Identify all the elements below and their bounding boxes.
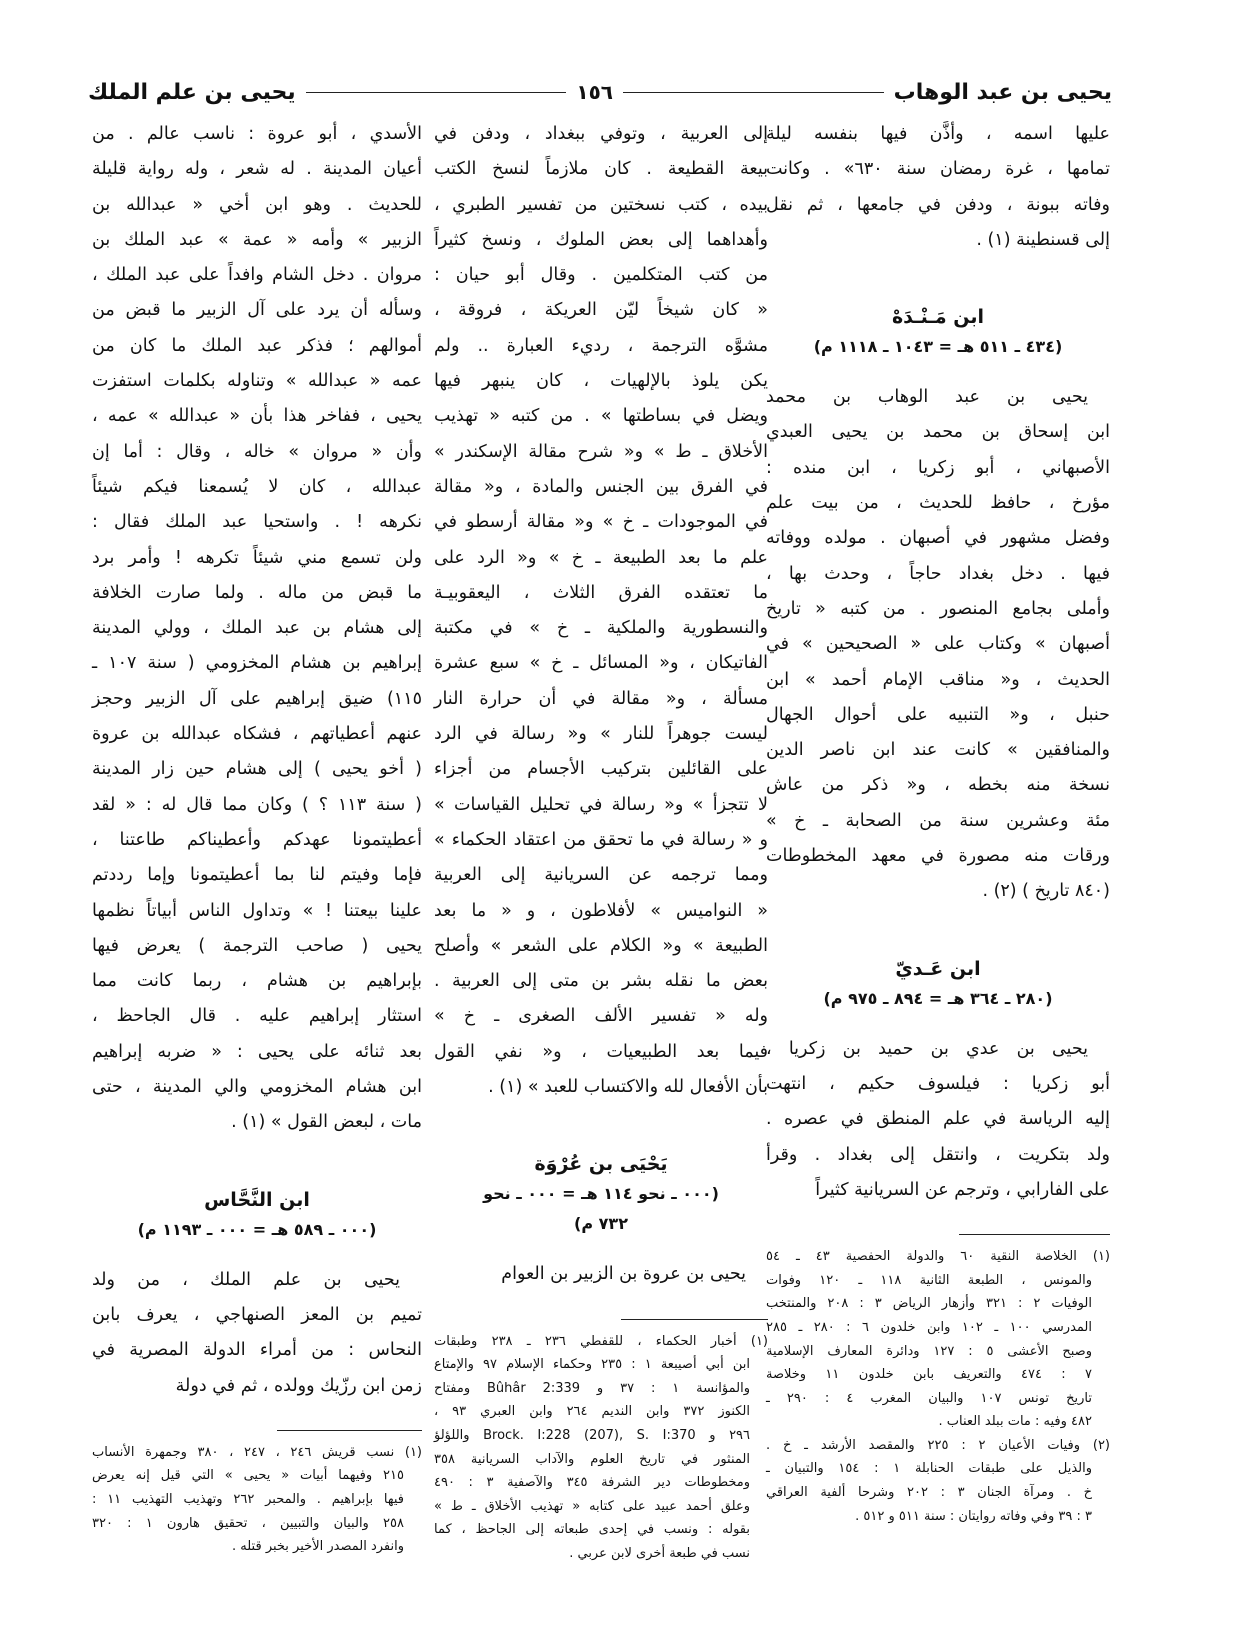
text-line: إبراهيم بن هشام المخزومي ( سنة ١٠٧ ـ [92,653,422,674]
entry-heading: يَحْيَى بن عُرْوَة [534,1153,668,1176]
text-line: مات ، لبعض القول » (١) . [231,1112,422,1133]
text-line: على القائلين بتركيب الأجسام من أجزاء [434,759,768,780]
text-line: مؤرخ ، حافظ للحديث ، من بيت علم [766,493,1110,514]
footnote-separator [277,1430,422,1431]
text-line: يحيى بن علم الملك ، من ولد [92,1269,400,1290]
text-line: وأملى بجامع المنصور . من كتبه « تاريخ [766,598,1110,619]
text-line: ليست جوهراً للنار » و« رسالة في الرد [434,724,768,745]
entry-paragraph [434,117,768,1105]
text-line: الأصبهاني ، أبو زكريا ، ابن منده : [766,457,1110,478]
footnote-line: ٧ : ٤٧٤ والتعريف بابن خلدون ١١ وخلاصة [766,1367,1092,1383]
text-line: ١١٥) ضيق إبراهيم على آل الزبير وحجز [92,688,422,709]
footnote-separator [959,1234,1110,1235]
text-line: بعض ما نقله بشر بن متى إلى العربية . [434,971,768,992]
footnote-line: ٢٥٨ والبيان والتبيين ، تحقيق هارون ١ : ٣٢٠ [92,1515,404,1531]
text-line: بإبراهيم بن هشام ، ربما كانت مما [92,971,422,992]
text-line: ( سنة ١١٣ ؟ ) وكان مما قال له : « لقد [92,794,422,815]
entry-heading: ابن النَّحَّاس [204,1188,310,1211]
footnote-line: (٢) وفيات الأعيان ٢ : ٢٢٥ والمقصد الأرشد ـ خ . [766,1437,1110,1453]
text-line: وأهداهما إلى بعض الملوك ، ونسخ كثيراً [434,229,768,250]
text-line: الحديث ، و« مناقب الإمام أحمد » ابن [766,669,1110,690]
footnote-line: والذيل على طبقات الحنابلة ١ : ١٥٤ والتبيان ـ [766,1461,1092,1477]
text-line: نكرهه ! . واستحيا عبد الملك فقال : [92,512,422,533]
text-line: عمه « عبدالله » وتناوله بكلمات استفزت [92,371,422,392]
text-line: ما تعتقده الفرق الثلاث ، اليعقوبيـة [434,582,768,603]
text-line: إلى هشام بن عبد الملك ، وولي المدينة [92,618,422,639]
text-line: يحيى بن عبد الوهاب بن محمد [766,387,1088,408]
footnote-line: بقوله : ونسب في إحدى طبعاته إلى الجاحظ ، كما [434,1522,750,1538]
text-line: عنهم أعطياتهم ، فشكاه عبدالله بن عروة [92,724,422,745]
text-line: ولد بتكريت ، وانتقل إلى بغداد . وقرأ [766,1144,1110,1165]
header-right-title: يحيى بن عبد الوهاب [893,79,1112,105]
footnote-line: ابن أبي أصيبعة ١ : ٢٣٥ وحكماء الإسلام ٩٧ والإمتاع [434,1357,750,1373]
entry-dates: (٠٠٠ ـ ٥٨٩ هـ = ٠٠٠ ـ ١١٩٣ م) [137,1219,377,1239]
footnote-line: الكنوز ٣٧٢ وابن النديم ٢٦٤ وابن العبري ٩٣ ، [434,1404,751,1420]
text-line: عبدالله ، كان لا يُسمعنا فيكم شيئاً [92,476,422,497]
text-line: وفضل مشهور في أصبهان . مولده ووفاته [766,528,1110,549]
text-line: مشوَّه الترجمة ، رديء العبارة .. ولم [434,335,768,356]
text-line: ابن هشام المخزومي والي المدينة ، حتى [92,1077,422,1098]
text-line: استثار إبراهيم عليه . قال الجاحظ ، [92,1006,422,1027]
header-left-title: يحيى بن علم الملك [88,79,296,105]
text-line: ولن تسمع مني شيئاً تكرهه ! وأمر برد [92,547,422,568]
text-line: الأسدي ، أبو عروة : ناسب عالم . من [92,124,422,144]
entry-dates: (٢٨٠ ـ ٣٦٤ هـ = ٨٩٤ ـ ٩٧٥ م) [823,988,1053,1008]
text-line: إليه الرياسة في علم المنطق في عصره . [766,1109,1110,1130]
footnote-line: وعلق أحمد عبيد على كتابه « تهذيب الأخلاق ـ ط » [434,1498,750,1514]
text-line: الطبيعة » و« الكلام على الشعر » وأصلح [434,935,768,956]
entry-dates: (٤٣٤ ـ ٥١١ هـ = ١٠٤٣ ـ ١١١٨ م) [813,337,1063,357]
text-line: مروان . دخل الشام وافداً على عبد الملك ، [92,265,422,286]
entry-dates: ٧٣٢ م) [574,1214,628,1234]
text-line: في الموجودات ـ خ » و« مقالة أرسطو في [434,512,768,533]
footnote-line: تاريخ تونس ١٠٧ والبيان المغرب ٤ : ٢٩٠ ـ [766,1390,1092,1406]
footnotes [92,1441,422,1559]
text-line: بيعة القطيعة . كان ملازماً لنسخ الكتب [434,159,768,180]
text-line: تمامها ، غرة رمضان سنة ٦٣٠» . وكانت [766,159,1110,180]
text-line: ورقات منه مصورة في معهد المخطوطات [766,846,1110,867]
text-line: إلى قسنطينة (١) . [976,229,1110,250]
text-line: وسأله أن يرد على آل الزبير ما قبض من [92,300,422,321]
text-line: يحيى ، ففاخر هذا بأن « عبدالله » عمه ، [92,406,422,427]
column-right [766,117,1110,1528]
footnote-line: والمؤانسة ١ : ٣٧ و Bûhâr 2:339 ومفتاح [434,1380,750,1396]
entry-paragraph [92,1263,422,1404]
text-line: مسألة ، و« مقالة في أن حرارة النار [434,688,768,709]
text-line: وفاته ببونة ، ودفن في جامعها ، ثم نقل [766,194,1110,215]
text-line: يحيى بن عدي بن حميد بن زكريا ، [766,1038,1088,1059]
header-rule [623,92,884,93]
text-line: للحديث . وهو ابن أخي « عبدالله بن [92,194,422,215]
footnote-line: (١) الخلاصة النقية ٦٠ والدولة الحفصية ٤٣ ـ ٥٤ [766,1249,1110,1265]
footnote-line: ٤٨٢ وفيه : مات ببلد العناب . [938,1414,1092,1430]
text-line: والنسطورية والملكية ـ خ » في مكتبة [434,618,768,639]
text-line: علم ما بعد الطبيعة ـ خ » و« الرد على [434,547,768,568]
column-middle [434,117,768,1566]
footnote-line: نسب في طبعة أخرى لابن عربي . [569,1545,750,1561]
footnote-line: المنثور في تاريخ العلوم والآداب السريانية ٣٥٨ [434,1451,750,1467]
entry-paragraph [766,117,1110,258]
text-line: ومما ترجمه عن السريانية إلى العربية [434,865,768,886]
text-line: أصبهان » وكتاب على « الصحيحين » في [766,634,1110,655]
entry-paragraph [766,1032,1110,1208]
text-line: أعطيتمونا عهدكم وأعطيناكم طاعتنا ، [92,829,422,850]
text-line: وأن « مروان » خاله ، وقال : أما إن [92,441,422,462]
text-line: و « رسالة في ما تحقق من اعتقاد الحكماء » [434,829,768,850]
footnote-line: (١) نسب قريش ٢٤٦ ، ٢٤٧ ، ٣٨٠ وجمهرة الأنساب [92,1444,422,1460]
text-line: أبو زكريا : فيلسوف حكيم ، انتهت [766,1073,1110,1094]
footnote-line: ٢١٥ وفيهما أبيات « يحيى » التي قيل إنه يعرض [92,1468,404,1484]
text-line: نسخة منه بخطه ، و« ذكر من عاش [766,775,1110,796]
text-line: « كان شيخاً ليّن العريكة ، فروقة ، [434,300,768,321]
entry-paragraph [766,380,1110,909]
footnote-line: ومخطوطات دير الشرفة ٣٤٥ والآصفية ٣ : ٤٩٠ [434,1475,750,1491]
text-line: أعيان المدينة . له شعر ، وله رواية قليلة [92,159,422,180]
footnote-line: (١) أخبار الحكماء ، للقفطي ٢٣٦ ـ ٢٣٨ وطبقات [434,1333,768,1349]
text-line: تميم بن المعز الصنهاجي ، يعرف بابن [92,1304,422,1325]
text-line: بعد ثنائه على يحيى : « ضربه إبراهيم [92,1041,422,1062]
footnote-line: ٣ : ٣٩ وفي وفاته روايتان : سنة ٥١١ و ٥١٢ . [855,1508,1092,1524]
text-line: ما قبض من ماله . ولما صارت الخلافة [92,582,422,603]
column-left [92,117,422,1559]
entry-heading: ابن عَـديّ [895,957,981,980]
text-line: النحاس : من أمراء الدولة المصرية في [92,1340,422,1361]
text-line: على الفارابي ، وترجم عن السريانية كثيراً [815,1179,1110,1200]
entry-dates: (٠٠٠ ـ نحو ١١٤ هـ = ٠٠٠ ـ نحو [483,1184,719,1204]
text-line: ابن إسحاق بن محمد بن يحيى العبدي [766,422,1110,443]
footnote-line: وانفرد المصدر الأخير بخبر قتله . [232,1539,404,1555]
entry-paragraph [92,117,422,1141]
footnote-line: فيها بإبراهيم . والمحبر ٢٦٢ وتهذيب التهذيب ١١ : [92,1491,405,1507]
text-line: عليها اسمه ، وأذَّن فيها بنفسه ليلة [766,124,1110,144]
page-number: ١٥٦ [576,80,613,104]
entry-heading: ابن مَـنْـدَهْ [891,306,985,329]
footnote-separator [621,1319,768,1320]
footnote-line: المدرسي ١٠٠ ـ ١٠٢ وابن خلدون ٦ : ٢٨٠ ـ ٢٨٥ [766,1319,1092,1335]
text-line: مئة وعشرين سنة من الصحابة ـ خ » [766,810,1110,831]
footnote-line: والمونس ، الطبعة الثانية ١١٨ ـ ١٢٠ وفوات [766,1272,1092,1288]
text-line: يحيى بن عروة بن الزبير بن العوام [501,1264,746,1285]
text-line: بأن الأفعال لله والاكتساب للعبد » (١) . [488,1077,768,1098]
entry-paragraph [434,1257,768,1292]
text-line: فيها . دخل بغداد حاجاً ، وحدث بها ، [766,563,1110,584]
text-line: الأخلاق ـ ط » و« شرح مقالة الإسكندر » [434,441,768,462]
text-line: يكن يلوذ بالإلهيات ، كان ينبهر فيها [434,371,768,392]
text-line: فإما وفيتم لنا بما أعطيتمونا وإما رددتم [92,865,422,886]
footnote-line: ٢٩٦ و Brock. I:228 (207), S. I:370 واللؤلؤ [434,1427,751,1443]
text-line: زمن ابن رزّيك وولده ، ثم في دولة [175,1375,422,1396]
footnote-line: الوفيات ٢ : ٣٢١ وأزهار الرياض ٣ : ٢٠٨ والمنتخب [766,1296,1092,1312]
text-line: وله « تفسير الألف الصغرى ـ خ » [434,1006,768,1027]
footnotes [434,1330,768,1566]
text-line: الزبير » وأمه « عمة » عبد الملك بن [92,229,422,250]
text-line: إلى العربية ، وتوفي ببغداد ، ودفن في [434,124,768,144]
text-line: الفاتيكان ، و« المسائل ـ خ » سبع عشرة [434,653,768,674]
footnote-line: وصبح الأعشى ٥ : ١٢٧ ودائرة المعارف الإسلامية [766,1343,1092,1359]
text-line: ويضل في بساطتها » . من كتبه « تهذيب [434,406,768,427]
text-line: فيما بعد الطبيعيات ، و« نفي القول [434,1041,768,1062]
text-line: من كتب المتكلمين . وقال أبو حيان : [434,265,768,286]
footnotes [766,1245,1110,1528]
text-line: يحيى ( صاحب الترجمة ) يعرض فيها [92,935,422,956]
text-line: والمنافقين » كانت عند ابن ناصر الدين [766,740,1110,761]
text-line: ( أخو يحيى ) إلى هشام حين زار المدينة [92,759,422,780]
text-line: بيده ، كتب نسختين من تفسير الطبري ، [434,194,768,215]
running-header [88,74,1112,110]
text-line: علينا بيعتنا ! » وتداول الناس أبياتاً نظمها [92,900,422,921]
text-line: لا تتجزأ » و« رسالة في تحليل القياسات » [434,794,768,815]
text-line: أموالهم ؛ فذكر عبد الملك ما كان من [92,335,422,356]
header-rule [306,92,567,93]
footnote-line: خ . ومرآة الجنان ٣ : ٢٠٢ وشرحا ألفية العراقي [766,1485,1092,1501]
text-line: « النواميس » لأفلاطون ، و « ما بعد [434,900,768,921]
text-line: حنبل ، و« التنبيه على أحوال الجهال [766,704,1110,725]
text-line: (٨٤٠ تاريخ ) (٢) . [982,881,1110,902]
text-line: في الفرق بين الجنس والمادة ، و« مقالة [434,476,768,497]
